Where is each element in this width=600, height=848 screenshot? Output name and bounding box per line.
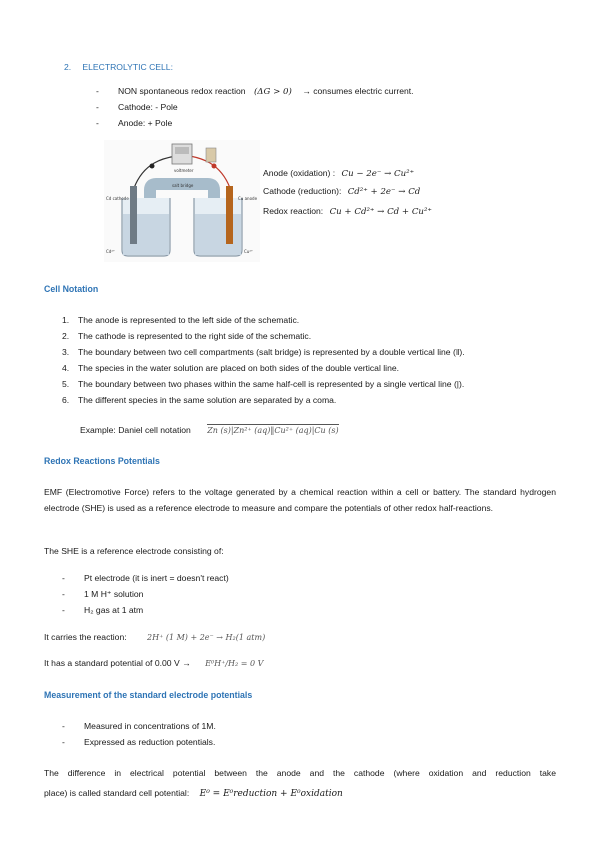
voltmeter-label: voltmeter (174, 168, 194, 173)
she-potential: It has a standard potential of 0.00 V → E⁰H⁺/H₂ = 0 V (44, 658, 264, 668)
list-item: 4. The species in the water solution are placed on both sides of the double vertical line. (62, 363, 400, 373)
cell-notation-heading: Cell Notation (44, 284, 99, 294)
bullet-item: - 1 M H⁺ solution (62, 589, 144, 599)
measurement-heading: Measurement of the standard electrode potentials (44, 690, 253, 700)
right-solution-label: Cu²⁺ (244, 249, 254, 254)
cathode-reaction: Cathode (reduction): Cd²⁺ + 2e⁻ → Cd (263, 186, 421, 197)
section-2-heading (64, 62, 173, 73)
bullet-item: - Expressed as reduction potentials. (62, 737, 216, 747)
section-title: ELECTROLYTIC CELL: (82, 62, 173, 72)
daniel-cell-example: Example: Daniel cell notation Zn (s)|Zn²⁺ (aq)‖Cu²⁺ (aq)|Cu (s) (80, 425, 339, 435)
cell-potential-paragraph-line1: The difference in electrical potential between the anode and the cathode (where oxidation and reduction take (44, 768, 556, 778)
she-reaction: It carries the reaction: 2H⁺ (1 M) + 2e⁻ → H₂(1 atm) (44, 632, 266, 642)
section-number: 2. (64, 62, 72, 72)
cell-potential-equation: E⁰ = E⁰reduction + E⁰oxidation (199, 789, 343, 799)
list-item: 3. The boundary between two cell compartments (salt bridge) is represented by a double vertical line (‖). (62, 347, 465, 357)
she-intro: The SHE is a reference electrode consisting of: (44, 546, 224, 556)
daniel-cell-formula: Zn (s)|Zn²⁺ (aq)‖Cu²⁺ (aq)|Cu (s) (207, 426, 339, 435)
left-solution-label: Cd²⁺ (106, 249, 116, 254)
salt-bridge-label: salt bridge (172, 183, 194, 188)
list-item: 2. The cathode is represented to the right side of the schematic. (62, 331, 312, 341)
she-potential-formula: E⁰H⁺/H₂ = 0 V (205, 659, 264, 668)
list-item: 1. The anode is represented to the left side of the schematic. (62, 315, 300, 325)
bullet-item: - Pt electrode (it is inert = doesn't react) (62, 573, 229, 583)
anode-reaction: Anode (oxidation) : Cu − 2e⁻ → Cu²⁺ (263, 168, 415, 179)
electrolytic-cell-figure (104, 140, 260, 262)
bullet-item: - Cathode: - Pole (96, 102, 178, 112)
emf-paragraph: EMF (Electromotive Force) refers to the voltage generated by a chemical reaction within a cell or battery. The standard hydrogen electrode (SHE) is used as a reference electrode to measure and compare the potentials of other redox half-reactions. (44, 487, 556, 513)
redox-potentials-heading: Redox Reactions Potentials (44, 456, 160, 466)
bullet-item: - NON spontaneous redox reaction (ΔG > 0) → consumes electric current. (96, 86, 414, 97)
redox-reaction: Redox reaction: Cu + Cd²⁺ → Cd + Cu²⁺ (263, 206, 432, 217)
left-electrode-label: Cd cathode (106, 196, 129, 201)
bullet-item: - Anode: + Pole (96, 118, 173, 128)
delta-g-formula: (ΔG > 0) (253, 87, 292, 97)
list-item: 5. The boundary between two phases within the same half-cell is represented by a single vertical line (|). (62, 379, 465, 389)
right-electrode-label: Cu anode (238, 196, 258, 201)
cell-potential-paragraph-line2: place) is called standard cell potential: E⁰ = E⁰reduction + E⁰oxidation (44, 788, 343, 799)
she-reaction-formula: 2H⁺ (1 M) + 2e⁻ → H₂(1 atm) (147, 633, 266, 642)
bullet-item: - H₂ gas at 1 atm (62, 605, 144, 615)
list-item: 6. The different species in the same solution are separated by a coma. (62, 395, 337, 405)
bullet-item: - Measured in concentrations of 1M. (62, 721, 216, 731)
